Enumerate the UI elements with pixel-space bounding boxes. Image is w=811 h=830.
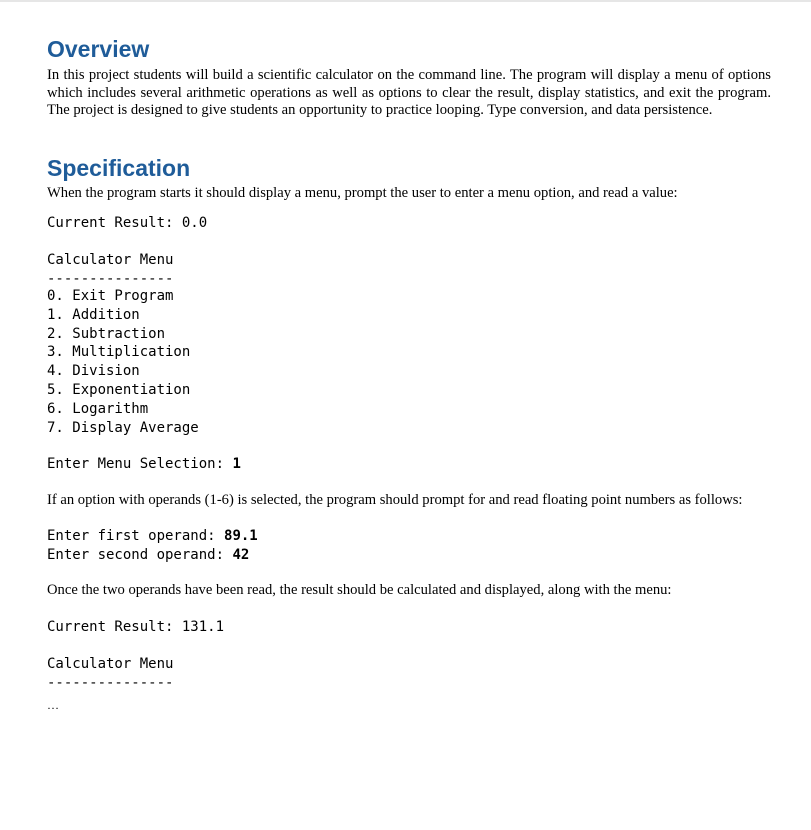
menu-item: 1. Addition xyxy=(47,306,140,323)
result-label: Current Result: xyxy=(47,618,174,635)
continuation-ellipsis: … xyxy=(47,697,59,712)
menu-selection-prompt: Enter Menu Selection: xyxy=(47,456,225,473)
result-line xyxy=(47,618,771,637)
menu-item: 6. Logarithm xyxy=(47,400,149,417)
specification-intro: When the program starts it should display a menu, prompt the user to enter a menu option, and read a value: xyxy=(47,184,678,201)
menu-selection-value: 1 xyxy=(232,456,241,473)
first-operand-value: 89.1 xyxy=(224,527,258,544)
menu-divider: --------------- xyxy=(47,270,174,287)
menu-list xyxy=(47,287,771,437)
menu-divider-repeat: --------------- xyxy=(47,674,174,691)
second-operand-value: 42 xyxy=(232,546,250,563)
menu-item: 2. Subtraction xyxy=(47,325,166,342)
top-border xyxy=(0,0,811,2)
second-operand-prompt: Enter second operand: xyxy=(47,546,225,563)
result-intro-paragraph: Once the two operands have been read, the result should be calculated and displayed, along with the menu: xyxy=(47,582,672,599)
menu-item: 0. Exit Program xyxy=(47,287,174,304)
menu-item: 4. Division xyxy=(47,363,140,380)
current-result-value: 0.0 xyxy=(181,215,208,232)
first-operand-prompt: Enter first operand: xyxy=(47,527,216,544)
overview-paragraph: In this project students will build a scientific calculator on the command line. The program will display a menu of options which includes several arithmetic operations as well as options to clear the result, display statistics, and exit the program. The project is designed to give students an opportunity to practice looping. Type conversion, and data persistence. xyxy=(47,67,771,119)
menu-selection-line xyxy=(47,455,771,474)
menu-item: 3. Multiplication xyxy=(47,344,191,361)
second-operand-line xyxy=(47,546,771,565)
current-result-label: Current Result: xyxy=(47,215,174,232)
operand-intro-paragraph: If an option with operands (1-6) is selected, the program should prompt for and read floating point numbers as follows: xyxy=(47,492,743,509)
menu-title-repeat: Calculator Menu xyxy=(47,655,174,672)
menu-item: 5. Exponentiation xyxy=(47,381,191,398)
current-result-line xyxy=(47,214,771,233)
document-page xyxy=(47,34,771,712)
overview-heading: Overview xyxy=(47,36,150,62)
result-value: 131.1 xyxy=(181,618,225,635)
menu-item: 7. Display Average xyxy=(47,419,199,436)
specification-heading: Specification xyxy=(47,154,191,181)
menu-title: Calculator Menu xyxy=(47,252,174,269)
first-operand-line xyxy=(47,527,771,546)
